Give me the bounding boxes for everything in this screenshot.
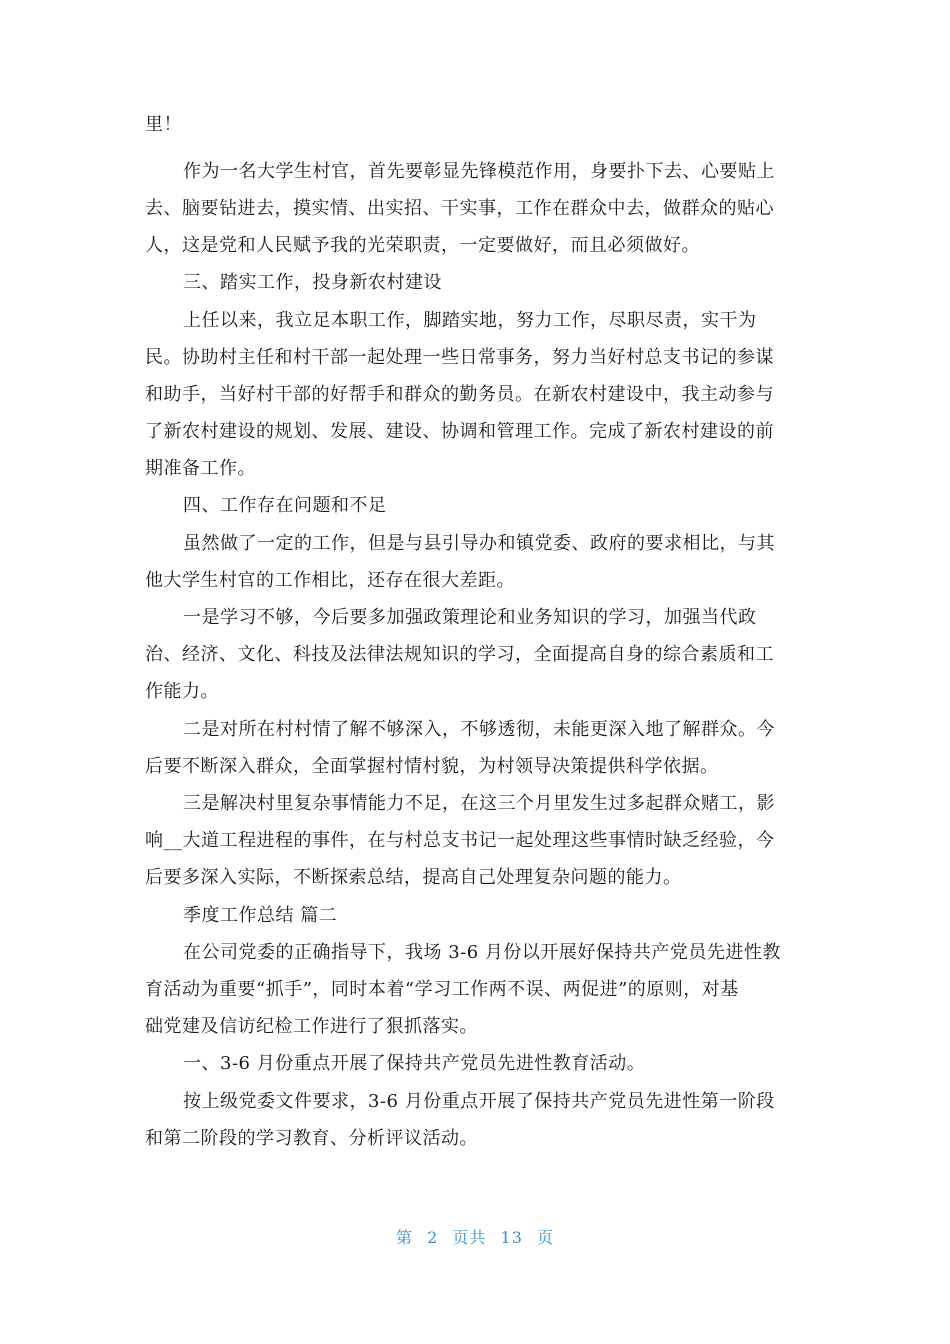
text-line: 期准备工作。	[145, 458, 256, 479]
paragraph-line: 二是对所在村村情了解不够深入，不够透彻，未能更深入地了解群众。今	[183, 719, 775, 740]
text-line: 和第二阶段的学习教育、分析评议活动。	[145, 1128, 478, 1149]
paragraph-line: 虽然做了一定的工作，但是与县引导办和镇党委、政府的要求相比，与其	[183, 533, 775, 554]
text-line: 和助手，当好村干部的好帮手和群众的勤务员。在新农村建设中，我主动参与	[145, 384, 774, 405]
text-line: 础党建及信访纪检工作进行了狠抓落实。	[145, 1016, 478, 1037]
total-pages-number: 13	[500, 1228, 523, 1247]
text-line: 民。协助村主任和村干部一起处理一些日常事务，努力当好村总支书记的参谋	[145, 347, 774, 368]
text-line: 去、脑要钻进去，摸实情、出实招、干实事，工作在群众中去，做群众的贴心	[145, 198, 774, 219]
paragraph-line: 作为一名大学生村官，首先要彰显先锋模范作用，身要扑下去、心要贴上	[183, 161, 775, 182]
text-line: 后要多深入实际，不断探索总结，提高自己处理复杂问题的能力。	[145, 867, 682, 888]
paragraph-line: 一是学习不够，今后要多加强政策理论和业务知识的学习，加强当代政	[183, 607, 757, 628]
page-label-suffix: 页	[536, 1228, 554, 1247]
text-line: 他大学生村官的工作相比，还存在很大差距。	[145, 570, 515, 591]
page-label-mid: 页共	[452, 1228, 487, 1247]
section-heading: 三、踏实工作，投身新农村建设	[183, 272, 442, 293]
text-line: 了新农村建设的规划、发展、建设、协调和管理工作。完成了新农村建设的前	[145, 421, 774, 442]
text-line: 后要不断深入群众，全面掌握村情村貌，为村领导决策提供科学依据。	[145, 756, 719, 777]
text-line: 作能力。	[145, 681, 219, 702]
text-line: 里！	[145, 114, 182, 135]
paragraph-line: 按上级党委文件要求，3-6 月份重点开展了保持共产党员先进性第一阶段	[183, 1091, 775, 1112]
paragraph-line: 三是解决村里复杂事情能力不足，在这三个月里发生过多起群众赌工，影	[183, 793, 775, 814]
page-footer	[0, 1225, 950, 1248]
section-heading: 季度工作总结 篇二	[183, 905, 338, 926]
text-line: 人，这是党和人民赋予我的光荣职责，一定要做好，而且必须做好。	[145, 235, 700, 256]
section-heading: 一、3-6 月份重点开展了保持共产党员先进性教育活动。	[183, 1053, 646, 1074]
text-line: 治、经济、文化、科技及法律法规知识的学习，全面提高自身的综合素质和工	[145, 644, 774, 665]
text-line: 育活动为重要“抓手”，同时本着“学习工作两不误、两促进”的原则，对基	[145, 979, 739, 1000]
paragraph-line: 在公司党委的正确指导下，我场 3-6 月份以开展好保持共产党员先进性教	[183, 942, 781, 963]
section-heading: 四、工作存在问题和不足	[183, 495, 387, 516]
text-line: 响__大道工程进程的事件，在与村总支书记一起处理这些事情时缺乏经验，今	[145, 830, 775, 851]
page-label-prefix: 第	[396, 1228, 414, 1247]
paragraph-line: 上任以来，我立足本职工作，脚踏实地，努力工作，尽职尽责，实干为	[183, 310, 757, 331]
current-page-number: 2	[427, 1228, 439, 1247]
